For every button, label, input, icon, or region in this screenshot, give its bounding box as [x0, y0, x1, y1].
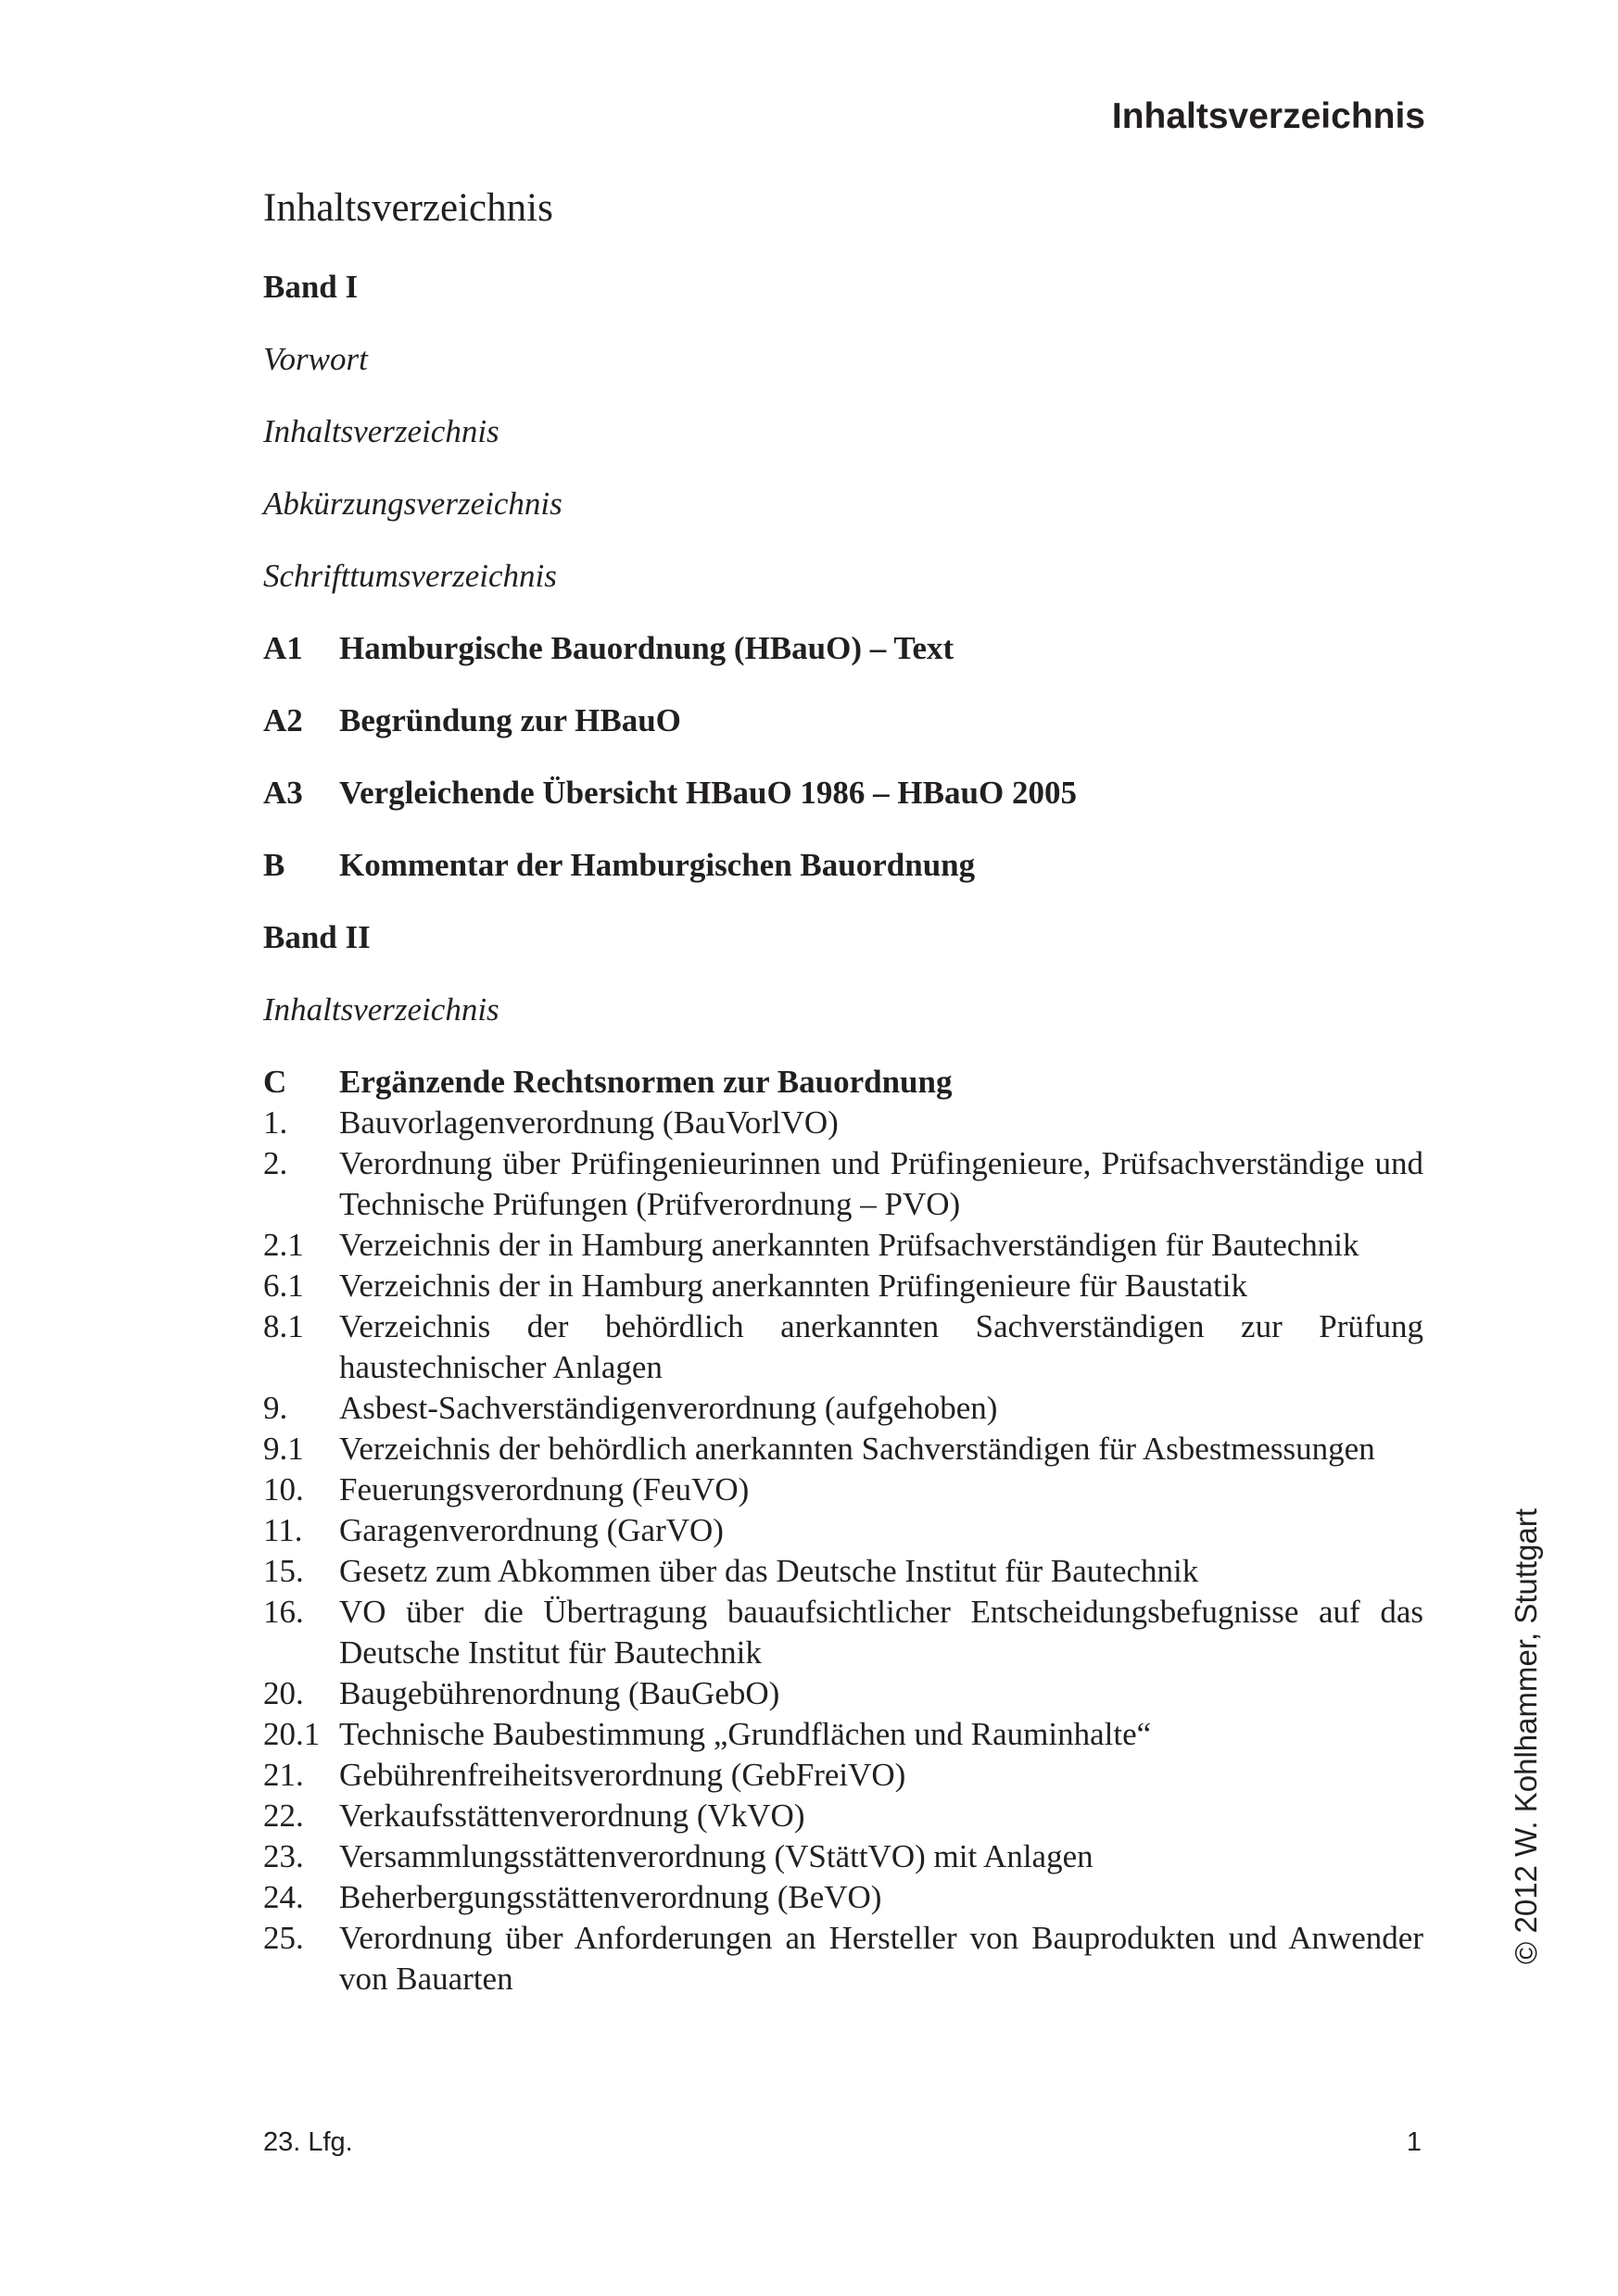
toc-item — [263, 1714, 1423, 1755]
item-title: Garagenverordnung (GarVO) — [339, 1512, 724, 1548]
item-title: Verzeichnis der in Hamburg anerkannten Prüfingenieure für Baustatik — [339, 1268, 1247, 1304]
item-number: 24. — [263, 1879, 304, 1915]
item-title: Verzeichnis der behördlich anerkannten Sachverständigen für Asbestmessungen — [339, 1431, 1375, 1467]
item-number: 21. — [263, 1757, 304, 1793]
section-title: Ergänzende Rechtsnormen zur Bauordnung — [339, 1064, 953, 1100]
toc-item — [263, 1225, 1423, 1266]
item-title: Gesetz zum Abkommen über das Deutsche Institut für Bautechnik — [339, 1553, 1199, 1589]
toc-section-b — [263, 845, 1423, 886]
toc-item — [263, 1918, 1423, 2000]
item-title: Verzeichnis der behördlich anerkannten Sachverständigen zur Prüfung haustechnischer Anlagen — [339, 1308, 1423, 1385]
item-number: 11. — [263, 1512, 303, 1548]
toc-entry-inhaltsverzeichnis: Inhaltsverzeichnis — [263, 413, 499, 449]
toc-item — [263, 1143, 1423, 1225]
section-title: Hamburgische Bauordnung (HBauO) – Text — [339, 630, 954, 666]
toc-section-c — [263, 1062, 1423, 1103]
page-number: 1 — [1406, 2127, 1422, 2157]
item-number: 8.1 — [263, 1308, 304, 1344]
item-number: 15. — [263, 1553, 304, 1589]
toc-item — [263, 1388, 1423, 1429]
section-number: A2 — [263, 702, 303, 738]
running-header: Inhaltsverzeichnis — [1111, 96, 1425, 136]
toc-item — [263, 1551, 1423, 1592]
copyright-notice: © 2012 W. Kohlhammer, Stuttgart — [1509, 1508, 1543, 1964]
toc-section-a2 — [263, 700, 1423, 741]
toc-content — [263, 267, 1423, 2000]
item-number: 6.1 — [263, 1268, 304, 1304]
toc-section-a3 — [263, 773, 1423, 814]
item-title: Verzeichnis der in Hamburg anerkannten Prüfsachverständigen für Bautechnik — [339, 1227, 1359, 1263]
toc-item — [263, 1470, 1423, 1510]
issue-label: 23. Lfg. — [263, 2127, 353, 2157]
toc-item — [263, 1755, 1423, 1796]
item-title: VO über die Übertragung bauaufsichtlicher Entscheidungsbefugnisse auf das Deutsche Institut für Bautechnik — [339, 1594, 1423, 1671]
item-title: Asbest-Sachverständigenverordnung (aufgehoben) — [339, 1390, 998, 1426]
toc-item-list — [263, 1103, 1423, 2000]
toc-item — [263, 1429, 1423, 1470]
section-number: C — [263, 1064, 287, 1100]
item-number: 9. — [263, 1390, 288, 1426]
item-number: 20.1 — [263, 1716, 321, 1752]
item-title: Verkaufsstättenverordnung (VkVO) — [339, 1798, 805, 1834]
toc-entry-schrifttumsverzeichnis: Schrifttumsverzeichnis — [263, 558, 557, 594]
item-number: 23. — [263, 1838, 304, 1874]
item-number: 2.1 — [263, 1227, 304, 1263]
toc-item — [263, 1796, 1423, 1836]
toc-entry-abkuerzungsverzeichnis: Abkürzungsverzeichnis — [263, 486, 563, 522]
toc-item — [263, 1306, 1423, 1388]
toc-item — [263, 1510, 1423, 1551]
toc-item — [263, 1673, 1423, 1714]
item-title: Bauvorlagenverordnung (BauVorlVO) — [339, 1104, 839, 1141]
item-title: Baugebührenordnung (BauGebO) — [339, 1675, 780, 1711]
band-1-heading: Band I — [263, 269, 359, 305]
item-number: 1. — [263, 1104, 288, 1141]
item-title: Gebührenfreiheitsverordnung (GebFreiVO) — [339, 1757, 906, 1793]
section-number: A3 — [263, 775, 303, 811]
item-number: 9.1 — [263, 1431, 304, 1467]
item-title: Beherbergungsstättenverordnung (BeVO) — [339, 1879, 882, 1915]
item-title: Verordnung über Prüfingenieurinnen und Prüfingenieure, Prüfsachverständige und Technische Prüfungen (Prüfverordnung – PVO) — [339, 1145, 1423, 1222]
section-number: A1 — [263, 630, 303, 666]
toc-item — [263, 1266, 1423, 1306]
toc-item — [263, 1103, 1423, 1143]
toc-section-a1 — [263, 628, 1423, 669]
item-title: Versammlungsstättenverordnung (VStättVO) mit Anlagen — [339, 1838, 1093, 1874]
item-number: 20. — [263, 1675, 304, 1711]
toc-entry-vorwort: Vorwort — [263, 341, 368, 377]
item-number: 10. — [263, 1471, 304, 1508]
toc-item — [263, 1836, 1423, 1877]
toc-item — [263, 1592, 1423, 1673]
section-title: Begründung zur HBauO — [339, 702, 681, 738]
item-number: 2. — [263, 1145, 288, 1181]
item-title: Feuerungsverordnung (FeuVO) — [339, 1471, 750, 1508]
item-title: Technische Baubestimmung „Grundflächen und Rauminhalte“ — [339, 1716, 1152, 1752]
item-number: 25. — [263, 1920, 304, 1956]
section-title: Vergleichende Übersicht HBauO 1986 – HBauO 2005 — [339, 775, 1077, 811]
section-title: Kommentar der Hamburgischen Bauordnung — [339, 847, 976, 883]
toc-entry-inhaltsverzeichnis-band-2: Inhaltsverzeichnis — [263, 991, 499, 1028]
band-2-heading: Band II — [263, 919, 371, 955]
toc-item — [263, 1877, 1423, 1918]
item-number: 16. — [263, 1594, 304, 1630]
page-title: Inhaltsverzeichnis — [263, 186, 553, 230]
section-number: B — [263, 847, 285, 883]
item-title: Verordnung über Anforderungen an Hersteller von Bauprodukten und Anwender von Bauarten — [339, 1920, 1423, 1997]
item-number: 22. — [263, 1798, 304, 1834]
